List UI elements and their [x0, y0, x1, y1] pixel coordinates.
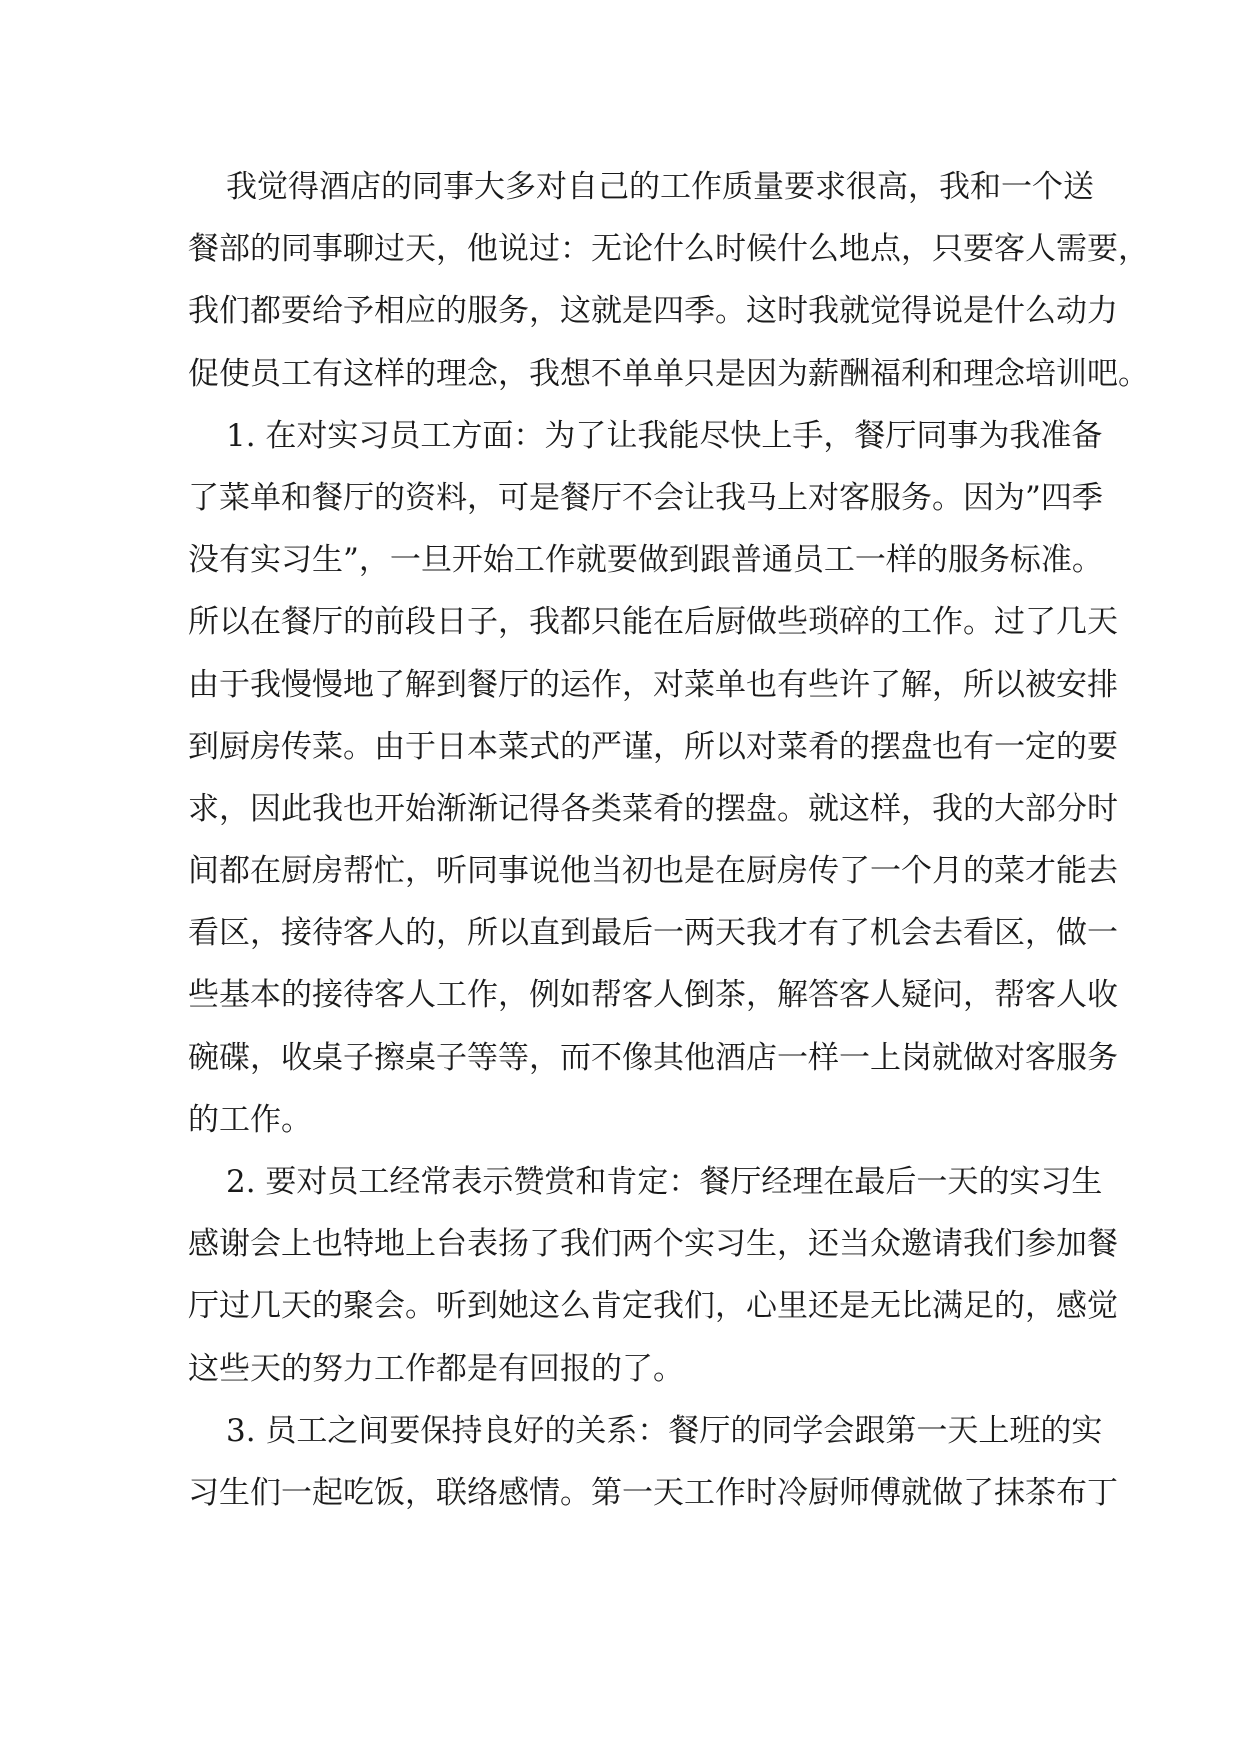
text-line: 餐部的同事聊过天，他说过：无论什么时候什么地点，只要客人需要， — [188, 231, 1149, 268]
paragraph-3 — [188, 1151, 1118, 1400]
text-line: 这些天的努力工作都是有回报的了。 — [188, 1350, 684, 1387]
text-line: 3. 员工之间要保持良好的关系：餐厅的同学会跟第一天上班的实 — [226, 1412, 1103, 1449]
text-line: 没有实习生”，一旦开始工作就要做到跟普通员工一样的服务标准。 — [188, 542, 1103, 579]
paragraph-4 — [188, 1400, 1118, 1524]
text-line: 由于我慢慢地了解到餐厅的运作，对菜单也有些许了解，所以被安排 — [188, 666, 1118, 703]
text-line: 碗碟，收桌子擦桌子等等，而不像其他酒店一样一上岗就做对客服务 — [188, 1039, 1118, 1076]
text-line: 促使员工有这样的理念，我想不单单只是因为薪酬福利和理念培训吧。 — [188, 355, 1149, 392]
paragraph-2 — [188, 405, 1118, 1151]
text-line: 我觉得酒店的同事大多对自己的工作质量要求很高，我和一个送 — [226, 169, 1094, 205]
text-line: 看区，接待客人的，所以直到最后一两天我才有了机会去看区，做一 — [188, 915, 1118, 952]
text-line: 的工作。 — [188, 1101, 312, 1138]
text-line: 间都在厨房帮忙，听同事说他当初也是在厨房传了一个月的菜才能去 — [188, 853, 1118, 890]
text-line: 2. 要对员工经常表示赞赏和肯定：餐厅经理在最后一天的实习生 — [226, 1164, 1103, 1200]
text-line: 习生们一起吃饭，联络感情。第一天工作时冷厨师傅就做了抹茶布丁 — [188, 1474, 1118, 1511]
text-line: 了菜单和餐厅的资料，可是餐厅不会让我马上对客服务。因为”四季 — [188, 479, 1103, 516]
paragraph-1 — [188, 156, 1149, 405]
text-line: 求，因此我也开始渐渐记得各类菜肴的摆盘。就这样，我的大部分时 — [188, 790, 1118, 827]
text-line: 1. 在对实习员工方面：为了让我能尽快上手，餐厅同事为我准备 — [226, 417, 1103, 454]
text-line: 所以在餐厅的前段日子，我都只能在后厨做些琐碎的工作。过了几天 — [188, 604, 1118, 641]
text-line: 我们都要给予相应的服务，这就是四季。这时我就觉得说是什么动力 — [188, 293, 1118, 330]
text-line: 感谢会上也特地上台表扬了我们两个实习生，还当众邀请我们参加餐 — [188, 1226, 1118, 1263]
text-line: 到厨房传菜。由于日本菜式的严谨，所以对菜肴的摆盘也有一定的要 — [188, 728, 1118, 765]
text-line: 厅过几天的聚会。听到她这么肯定我们，心里还是无比满足的，感觉 — [188, 1288, 1118, 1325]
document-body — [188, 156, 1149, 1524]
text-line: 些基本的接待客人工作，例如帮客人倒茶，解答客人疑问，帮客人收 — [188, 977, 1118, 1014]
